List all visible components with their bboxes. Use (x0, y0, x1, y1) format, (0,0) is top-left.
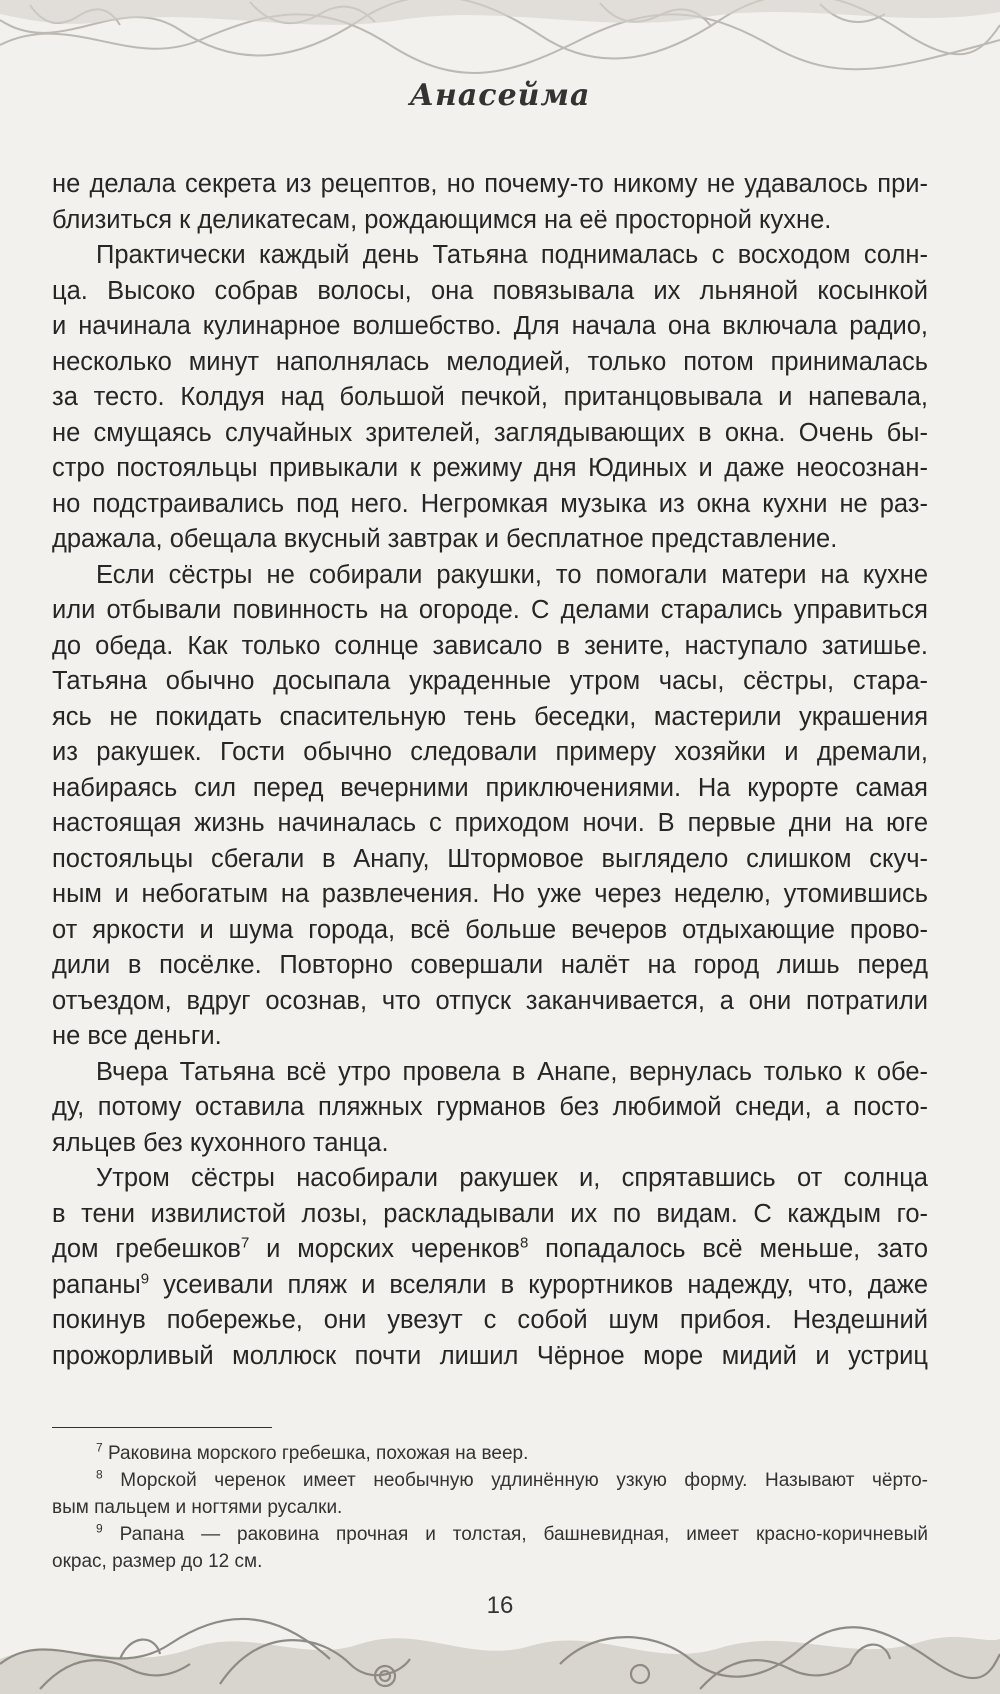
footnote (52, 1440, 928, 1467)
footnote-text: Рапана — раковина прочная и толстая, башневидная, имеет красно-коричневый (102, 1524, 928, 1545)
line-segment: дом гребешков (52, 1235, 241, 1263)
footnotes (52, 1440, 928, 1575)
footnote-number: 9 (96, 1521, 103, 1536)
line-segment: и морских черенков (249, 1235, 520, 1263)
footnote-number: 8 (96, 1467, 103, 1482)
paragraph-start-line: Если сёстры не собирали ракушки, то помогали матери на кухне (96, 560, 928, 589)
footnote-number: 7 (96, 1440, 103, 1455)
text-line: набираясь сил перед вечерними приключениями. На курорте самая (52, 773, 928, 802)
text-line: от яркости и шума города, всё больше вечеров отдыхающие прово- (52, 915, 928, 944)
text-line: несколько минут наполнялась мелодией, только потом принималась (52, 347, 928, 376)
text-line: настоящая жизнь начиналась с приходом ночи. В первые дни на юге (52, 809, 928, 837)
text-line: яльцев без кухонного танца. (52, 1128, 389, 1157)
text-line: покинув побережье, они увезут с собой шум прибоя. Нездешний (52, 1306, 928, 1334)
text-line: или отбывали повинность на огороде. С делами старались управиться (52, 596, 928, 624)
text-line: Татьяна обычно досыпала украденные утром часы, сёстры, стара- (52, 667, 928, 695)
top-ornament-border (0, 0, 1000, 80)
running-head: Анасейма (409, 78, 591, 113)
line-segment: усеивали пляж и вселяли в курортников надежду, что, даже (149, 1270, 928, 1299)
footnote-ref: 8 (519, 1234, 529, 1252)
page-number: 16 (486, 1592, 514, 1619)
text-line: дражала, обещала вкусный завтрак и бесплатное представление. (52, 525, 838, 553)
footnote (52, 1521, 928, 1548)
text-line: отъездом, вдруг осознав, что отпуск заканчивается, а они потратили (52, 986, 928, 1015)
text-line: постояльцы сбегали в Анапу, Штормовое выглядело слишком скуч- (52, 844, 928, 873)
text-line: но подстраивались под него. Негромкая музыка из окна кухни не раз- (52, 489, 928, 518)
footnote-text: Морской черенок имеет необычную удлинённую узкую форму. Называют чёрто- (102, 1470, 928, 1491)
text-line-with-notes (52, 1268, 928, 1304)
text-line: не смущаясь случайных зрителей, заглядывающих в окна. Очень бы- (52, 418, 928, 447)
bottom-ornament-border (0, 1564, 1000, 1694)
text-line: дили в посёлке. Повторно совершали налёт на город лишь перед (52, 951, 928, 979)
line-segment: рапаны (52, 1270, 141, 1299)
footnote-separator (52, 1427, 272, 1428)
text-line-with-notes (52, 1232, 928, 1268)
text-line: стро постояльцы привыкали к режиму дня Юдиных и даже неосознан- (52, 454, 928, 482)
text-line: ным и небогатым на развлечения. Но уже через неделю, утомившись (52, 880, 928, 908)
footnote (52, 1467, 928, 1494)
body-text (52, 167, 928, 1374)
paragraph-start-line: Вчера Татьяна всё утро провела в Анапе, вернулась только к обе- (96, 1057, 928, 1086)
text-line: ясь не покидать спасительную тень беседки, мастерили украшения (52, 702, 928, 731)
text-line: не все деньги. (52, 1022, 222, 1050)
text-line: в тени извилистой лозы, раскладывали их по видам. С каждым го- (52, 1199, 928, 1228)
text-line: ду, потому оставила пляжных гурманов без любимой снеди, а посто- (52, 1093, 928, 1121)
footnote-continuation: вым пальцем и ногтями русалки. (52, 1497, 343, 1518)
footnote-continuation: окрас, размер до 12 см. (52, 1551, 263, 1572)
footnote-text: Раковина морского гребешка, похожая на веер. (102, 1443, 529, 1464)
text-line: не делала секрета из рецептов, но почему-то никому не удавалось при- (52, 170, 928, 198)
text-line: и начинала кулинарное волшебство. Для начала она включала радио, (52, 312, 928, 340)
text-line: до обеда. Как только солнце зависало в зените, наступало затишье. (52, 631, 928, 660)
text-line: близиться к деликатесам, рождающимся на её просторной кухне. (52, 205, 832, 234)
paragraph-start-line: Утром сёстры насобирали ракушек и, спрятавшись от солнца (96, 1164, 928, 1192)
paragraph-start-line: Практически каждый день Татьяна поднималась с восходом солн- (96, 241, 928, 269)
text-line: прожорливый моллюск почти лишил Чёрное море мидий и устриц (52, 1341, 928, 1370)
text-line: ца. Высоко собрав волосы, она повязывала их льняной косынкой (52, 276, 928, 305)
text-line: из ракушек. Гости обычно следовали примеру хозяйки и дремали, (52, 738, 928, 766)
footnote-ref: 7 (240, 1234, 250, 1252)
line-segment: попадалось всё меньше, зато (528, 1235, 928, 1263)
footnote-ref: 9 (140, 1270, 150, 1287)
text-line: за тесто. Колдуя над большой печкой, пританцовывала и напевала, (52, 383, 928, 411)
